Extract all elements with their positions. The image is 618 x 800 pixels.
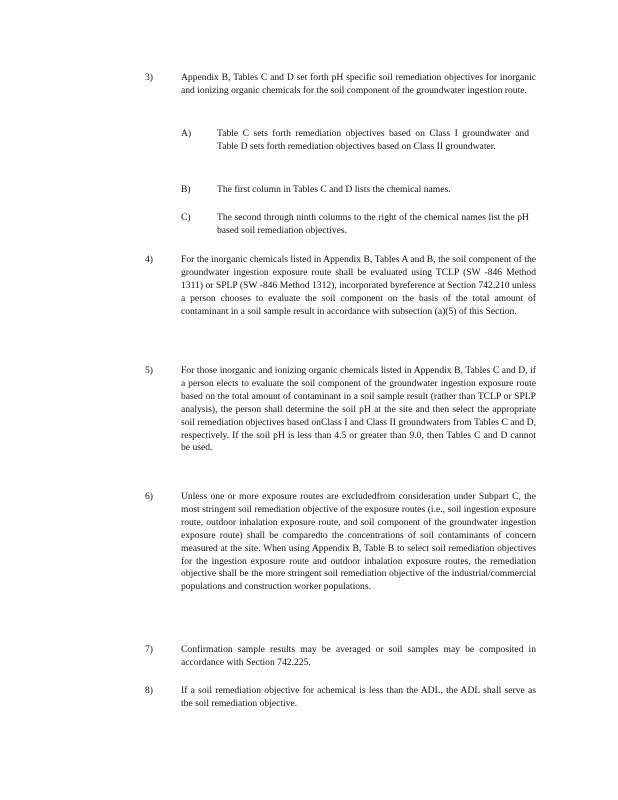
item-text: Unless one or more exposure routes are excludedfrom consideration under Subpart C, the most stringent soil remediation objective of the exposure routes (i.e., soil ingestion exposure route, outdoor inhalation exposure route, and soil component of the groundwater ingestion exposure route) shall be comparedto the concentrations of soil contaminants of concern measured at the site. When using Appendix B, Table B to select soil remediation objectives for the ingestion exposure route and outdoor inhalation exposure routes, the remediation objective shall be the more stringent soil remediation objective of the industrial/commercial populations and construction worker populations. xyxy=(181,491,536,593)
item-text: Appendix B, Tables C and D set forth pH specific soil remediation objectives for inorganic and ionizing organic chemicals for the soil component of the groundwater ingestion route. xyxy=(181,72,536,96)
item-number: 3) xyxy=(145,72,153,83)
sub-item-text: Table C sets forth remediation objectives based on Class I groundwater and Table D sets forth remediation objectives based on Class II groundwater. xyxy=(217,128,529,152)
item-number: 8) xyxy=(145,685,153,696)
sub-item-letter: C) xyxy=(181,212,191,223)
item-number: 4) xyxy=(145,254,153,265)
item-text: For those inorganic and ionizing organic chemicals listed in Appendix B, Tables C and D, if a person elects to evaluate the soil component of the groundwater ingestion exposure route based on the total amount of contaminant in a soil sample result (rather than TCLP or SPLP analysis), the person shall determine the soil pH at the site and then select the appropriate soil remediation objectives based onClass I and Class II groundwaters from Tables C and D, respectively. If the soil pH is less than 4.5 or greater than 9.0, then Tables C and D cannot be used. xyxy=(181,365,536,454)
item-text: If a soil remediation objective for achemical is less than the ADL, the ADL shall serve as the soil remediation objective. xyxy=(181,685,536,709)
item-number: 5) xyxy=(145,365,153,376)
sub-item-letter: B) xyxy=(181,184,191,195)
sub-item-letter: A) xyxy=(181,128,192,139)
item-text: For the inorganic chemicals listed in Appendix B, Tables A and B, the soil component of the groundwater ingestion exposure route shall be evaluated using TCLP (SW -846 Method 1311) or SPLP (SW -846 Method 1312), incorporated byreference at Section 742.210 unless a person chooses to evaluate the soil component on the basis of the total amount of contaminant in a soil sample result in accordance with subsection (a)(5) of this Section. xyxy=(181,254,536,317)
item-text: Confirmation sample results may be averaged or soil samples may be composited in accordance with Section 742.225. xyxy=(181,644,536,668)
sub-item-text: The first column in Tables C and D lists the chemical names. xyxy=(217,184,451,195)
sub-item-text: The second through ninth columns to the right of the chemical names list the pH based soil remediation objectives. xyxy=(217,212,529,236)
item-number: 7) xyxy=(145,644,153,655)
item-number: 6) xyxy=(145,491,153,502)
